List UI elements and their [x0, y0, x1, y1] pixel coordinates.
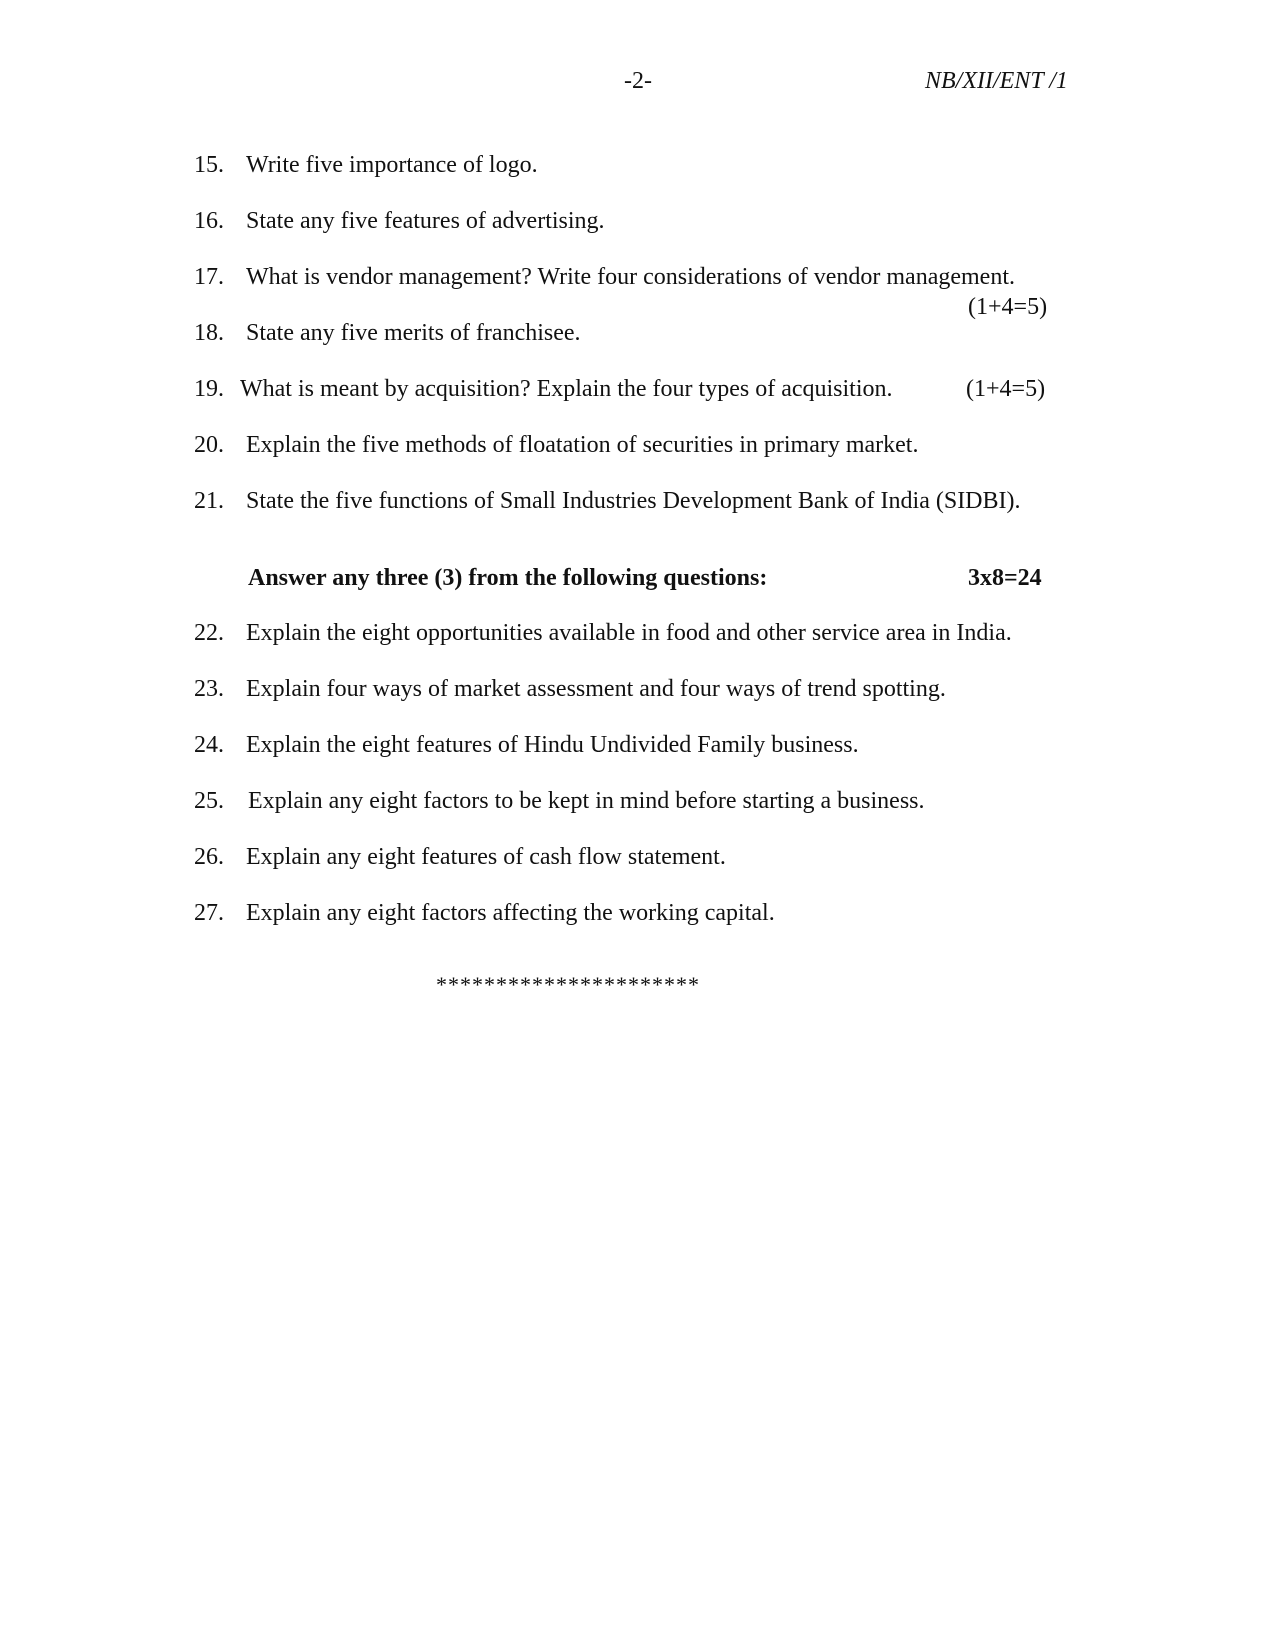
- question-17-marks: (1+4=5): [968, 294, 1048, 320]
- question-19-marks: (1+4=5): [966, 376, 1046, 402]
- question-number: 18.: [194, 320, 224, 346]
- question-number: 17.: [194, 264, 224, 290]
- question-text: Explain the eight opportunities available in food and other service area in India.: [246, 620, 1012, 646]
- question-number: 27.: [194, 900, 224, 926]
- question-number: 26.: [194, 844, 224, 870]
- question-text: Explain any eight factors to be kept in mind before starting a business.: [248, 788, 925, 814]
- question-number: 25.: [194, 788, 224, 814]
- question-text: Explain any eight factors affecting the working capital.: [246, 900, 775, 926]
- question-text: State any five features of advertising.: [246, 208, 605, 234]
- question-18: [194, 320, 581, 347]
- question-number: 16.: [194, 208, 224, 234]
- question-number: 21.: [194, 488, 224, 514]
- question-27: [194, 900, 775, 927]
- question-24: [194, 732, 859, 759]
- question-text: State any five merits of franchisee.: [246, 320, 581, 346]
- question-text: What is meant by acquisition? Explain the four types of acquisition.: [240, 376, 893, 402]
- page-number: -2-: [624, 68, 652, 94]
- question-number: 15.: [194, 152, 224, 178]
- paper-code: NB/XII/ENT /1: [925, 68, 1068, 94]
- question-26: [194, 844, 726, 871]
- question-20: [194, 432, 918, 459]
- question-22: [194, 620, 1012, 647]
- question-23: [194, 676, 946, 703]
- question-text: What is vendor management? Write four considerations of vendor management.: [246, 264, 1015, 290]
- question-21: [194, 488, 1021, 515]
- question-15: [194, 152, 538, 179]
- question-25: [194, 788, 925, 815]
- question-text: Explain the eight features of Hindu Undivided Family business.: [246, 732, 859, 758]
- question-text: Explain four ways of market assessment and four ways of trend spotting.: [246, 676, 946, 702]
- question-text: Write five importance of logo.: [246, 152, 538, 178]
- question-text: Explain the five methods of floatation of securities in primary market.: [246, 432, 919, 458]
- question-16: [194, 208, 605, 235]
- section-marks: 3x8=24: [968, 565, 1042, 591]
- section-heading: Answer any three (3) from the following questions:: [248, 565, 768, 591]
- question-text: Explain any eight features of cash flow statement.: [246, 844, 726, 870]
- end-of-paper-mark: **********************: [436, 972, 700, 997]
- question-number: 20.: [194, 432, 224, 458]
- question-text: State the five functions of Small Industries Development Bank of India (SIDBI).: [246, 488, 1021, 514]
- question-number: 19.: [194, 376, 224, 402]
- question-17: [194, 264, 1015, 291]
- question-19: [194, 376, 893, 403]
- question-number: 23.: [194, 676, 224, 702]
- question-number: 22.: [194, 620, 224, 646]
- question-number: 24.: [194, 732, 224, 758]
